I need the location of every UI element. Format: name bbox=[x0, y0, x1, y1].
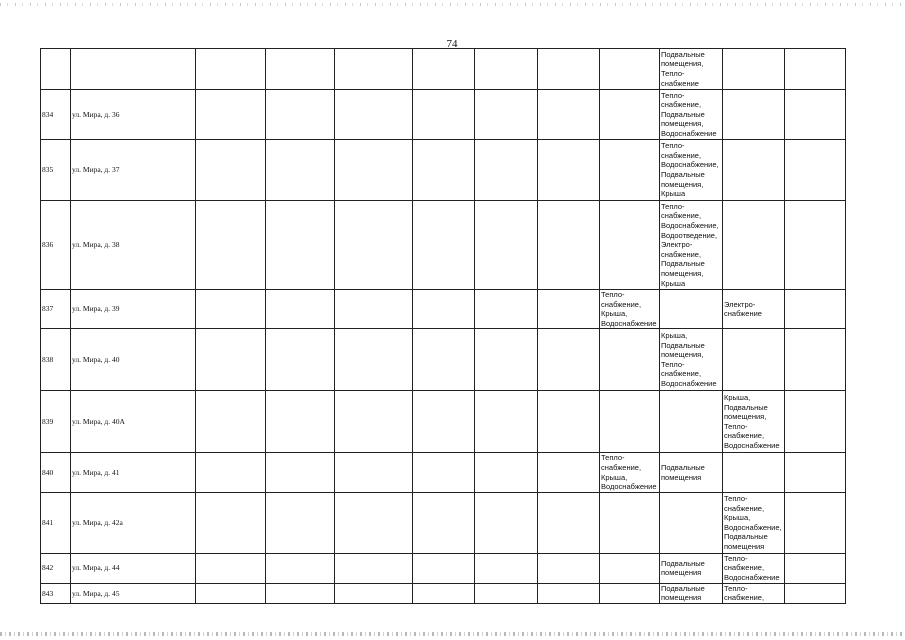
repair-works-cell: Тепло- снабжение, bbox=[723, 583, 785, 603]
address-cell: ул. Мира, д. 36 bbox=[71, 90, 196, 140]
empty-cell bbox=[538, 583, 600, 603]
empty-cell bbox=[196, 583, 266, 603]
table-row bbox=[41, 290, 846, 329]
empty-cell bbox=[538, 492, 600, 553]
empty-cell bbox=[196, 391, 266, 453]
repair-works-cell: Тепло- снабжение, Подвальные помещения, Водоснабжение bbox=[660, 90, 723, 140]
empty-cell bbox=[538, 553, 600, 583]
empty-cell bbox=[413, 453, 475, 492]
empty-cell bbox=[475, 453, 538, 492]
row-number-cell: 835 bbox=[41, 140, 71, 201]
empty-cell bbox=[196, 140, 266, 201]
row-number-cell: 841 bbox=[41, 492, 71, 553]
repair-works-cell bbox=[600, 329, 660, 391]
row-number-cell: 834 bbox=[41, 90, 71, 140]
empty-cell bbox=[266, 90, 335, 140]
empty-cell bbox=[538, 329, 600, 391]
address-cell: ул. Мира, д. 42а bbox=[71, 492, 196, 553]
row-number-cell: 842 bbox=[41, 553, 71, 583]
table-row bbox=[41, 492, 846, 553]
empty-cell bbox=[266, 453, 335, 492]
empty-cell bbox=[785, 290, 846, 329]
repair-works-cell: Тепло- снабжение, Водоснабжение bbox=[723, 553, 785, 583]
repair-works-cell bbox=[660, 492, 723, 553]
repair-works-cell: Подвальные помещения, Тепло- снабжение bbox=[660, 49, 723, 90]
repair-works-cell: Подвальные помещения bbox=[660, 553, 723, 583]
address-cell bbox=[71, 49, 196, 90]
repair-works-cell: Крыша, Подвальные помещения, Тепло- снабжение, Водоснабжение bbox=[723, 391, 785, 453]
repair-works-cell: Электро- снабжение bbox=[723, 290, 785, 329]
empty-cell bbox=[413, 583, 475, 603]
repair-works-cell bbox=[600, 583, 660, 603]
empty-cell bbox=[475, 391, 538, 453]
empty-cell bbox=[538, 201, 600, 290]
row-number-cell: 839 bbox=[41, 391, 71, 453]
empty-cell bbox=[475, 329, 538, 391]
table-row bbox=[41, 391, 846, 453]
repair-works-cell bbox=[600, 140, 660, 201]
repair-works-cell bbox=[723, 329, 785, 391]
empty-cell bbox=[335, 140, 413, 201]
empty-cell bbox=[785, 49, 846, 90]
repair-works-cell: Тепло- снабжение, Крыша, Водоснабжение, Подвальные помещения bbox=[723, 492, 785, 553]
empty-cell bbox=[475, 201, 538, 290]
empty-cell bbox=[266, 583, 335, 603]
table-row bbox=[41, 49, 846, 90]
scan-noise-top bbox=[0, 3, 905, 6]
repair-works-cell bbox=[723, 201, 785, 290]
empty-cell bbox=[266, 140, 335, 201]
address-cell: ул. Мира, д. 37 bbox=[71, 140, 196, 201]
empty-cell bbox=[266, 329, 335, 391]
empty-cell bbox=[335, 201, 413, 290]
empty-cell bbox=[785, 583, 846, 603]
empty-cell bbox=[196, 201, 266, 290]
empty-cell bbox=[335, 492, 413, 553]
empty-cell bbox=[413, 90, 475, 140]
repair-works-cell bbox=[723, 140, 785, 201]
scan-noise-bottom bbox=[0, 632, 905, 636]
empty-cell bbox=[785, 553, 846, 583]
empty-cell bbox=[196, 453, 266, 492]
empty-cell bbox=[335, 553, 413, 583]
table-row bbox=[41, 201, 846, 290]
repair-works-cell bbox=[660, 290, 723, 329]
address-cell: ул. Мира, д. 44 bbox=[71, 553, 196, 583]
empty-cell bbox=[196, 329, 266, 391]
empty-cell bbox=[266, 492, 335, 553]
empty-cell bbox=[413, 391, 475, 453]
row-number-cell: 843 bbox=[41, 583, 71, 603]
repair-works-cell bbox=[600, 553, 660, 583]
empty-cell bbox=[785, 453, 846, 492]
empty-cell bbox=[475, 553, 538, 583]
empty-cell bbox=[335, 90, 413, 140]
empty-cell bbox=[538, 49, 600, 90]
row-number-cell: 836 bbox=[41, 201, 71, 290]
repair-works-cell bbox=[723, 49, 785, 90]
empty-cell bbox=[196, 90, 266, 140]
empty-cell bbox=[785, 391, 846, 453]
repair-works-cell bbox=[600, 49, 660, 90]
empty-cell bbox=[266, 290, 335, 329]
empty-cell bbox=[475, 583, 538, 603]
empty-cell bbox=[335, 290, 413, 329]
repair-works-cell bbox=[660, 391, 723, 453]
empty-cell bbox=[475, 290, 538, 329]
empty-cell bbox=[266, 201, 335, 290]
empty-cell bbox=[196, 492, 266, 553]
empty-cell bbox=[266, 391, 335, 453]
address-cell: ул. Мира, д. 40 bbox=[71, 329, 196, 391]
empty-cell bbox=[785, 140, 846, 201]
empty-cell bbox=[196, 553, 266, 583]
empty-cell bbox=[413, 49, 475, 90]
address-cell: ул. Мира, д. 40А bbox=[71, 391, 196, 453]
table-row bbox=[41, 329, 846, 391]
repair-works-cell bbox=[723, 90, 785, 140]
row-number-cell: 840 bbox=[41, 453, 71, 492]
row-number-cell: 837 bbox=[41, 290, 71, 329]
repair-works-cell bbox=[600, 90, 660, 140]
empty-cell bbox=[413, 290, 475, 329]
repair-works-cell: Тепло- снабжение, Крыша, Водоснабжение bbox=[600, 290, 660, 329]
empty-cell bbox=[538, 140, 600, 201]
empty-cell bbox=[538, 391, 600, 453]
empty-cell bbox=[475, 49, 538, 90]
empty-cell bbox=[538, 453, 600, 492]
empty-cell bbox=[196, 49, 266, 90]
repair-works-cell: Подвальные помещения bbox=[660, 453, 723, 492]
empty-cell bbox=[335, 49, 413, 90]
repair-works-cell: Тепло- снабжение, Крыша, Водоснабжение bbox=[600, 453, 660, 492]
empty-cell bbox=[266, 49, 335, 90]
empty-cell bbox=[785, 329, 846, 391]
empty-cell bbox=[538, 290, 600, 329]
empty-cell bbox=[413, 140, 475, 201]
page-number: 74 bbox=[446, 38, 458, 50]
empty-cell bbox=[413, 492, 475, 553]
empty-cell bbox=[413, 553, 475, 583]
empty-cell bbox=[335, 583, 413, 603]
row-number-cell: 838 bbox=[41, 329, 71, 391]
empty-cell bbox=[475, 492, 538, 553]
table-row bbox=[41, 453, 846, 492]
repair-works-cell: Тепло- снабжение, Водоснабжение, Подвальные помещения, Крыша bbox=[660, 140, 723, 201]
repair-works-cell bbox=[600, 201, 660, 290]
table-row bbox=[41, 90, 846, 140]
empty-cell bbox=[785, 201, 846, 290]
housing-repair-table bbox=[40, 48, 846, 604]
empty-cell bbox=[196, 290, 266, 329]
row-number-cell bbox=[41, 49, 71, 90]
empty-cell bbox=[785, 90, 846, 140]
empty-cell bbox=[266, 553, 335, 583]
table-row bbox=[41, 583, 846, 603]
repair-works-cell: Крыша, Подвальные помещения, Тепло- снабжение, Водоснабжение bbox=[660, 329, 723, 391]
address-cell: ул. Мира, д. 39 bbox=[71, 290, 196, 329]
repair-works-cell bbox=[600, 391, 660, 453]
empty-cell bbox=[538, 90, 600, 140]
repair-works-cell bbox=[723, 453, 785, 492]
empty-cell bbox=[785, 492, 846, 553]
address-cell: ул. Мира, д. 38 bbox=[71, 201, 196, 290]
empty-cell bbox=[335, 453, 413, 492]
address-cell: ул. Мира, д. 41 bbox=[71, 453, 196, 492]
table-row bbox=[41, 553, 846, 583]
empty-cell bbox=[413, 201, 475, 290]
empty-cell bbox=[335, 391, 413, 453]
repair-works-cell: Подвальные помещения bbox=[660, 583, 723, 603]
repair-works-cell bbox=[600, 492, 660, 553]
empty-cell bbox=[335, 329, 413, 391]
empty-cell bbox=[475, 140, 538, 201]
repair-works-cell: Тепло- снабжение, Водоснабжение, Водоотведение, Электро- снабжение, Подвальные помещения, Крыша bbox=[660, 201, 723, 290]
address-cell: ул. Мира, д. 45 bbox=[71, 583, 196, 603]
empty-cell bbox=[413, 329, 475, 391]
empty-cell bbox=[475, 90, 538, 140]
table-row bbox=[41, 140, 846, 201]
